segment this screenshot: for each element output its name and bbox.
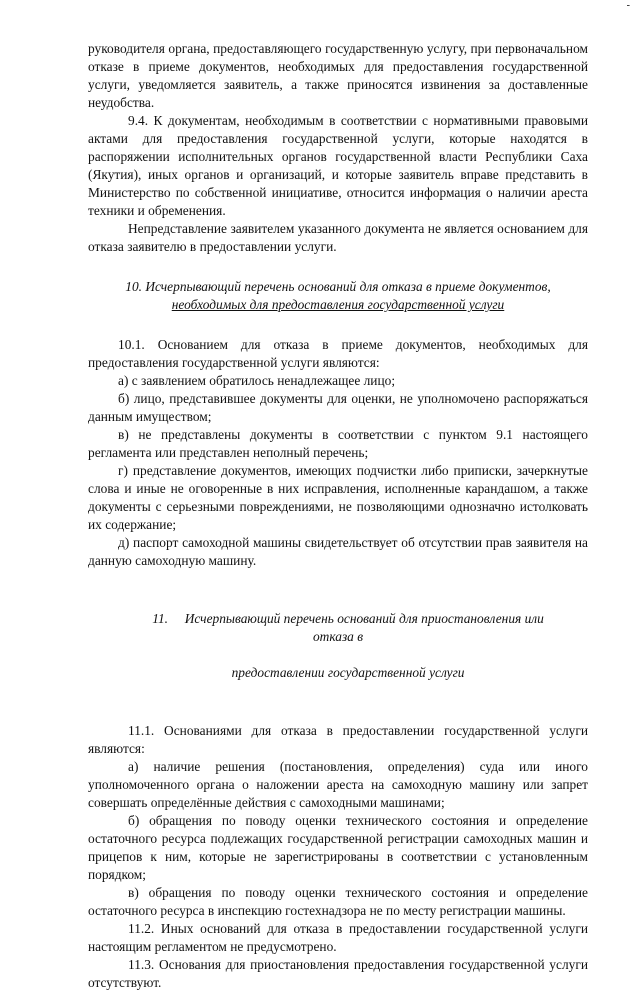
paragraph-11-3: 11.3. Основания для приостановления предоставления государственной услуги отсутствуют.	[88, 957, 588, 990]
section-11-heading-line2: предоставлении государственной услуги	[231, 665, 465, 680]
list-item-11-b: б) обращения по поводу оценки технического состояния и определение остаточного ресурса подлежащих государственной регистрации самоходных машин и прицепов к ним, которые не зарегистрированы в соответствии с установленным порядком;	[88, 813, 588, 882]
paragraph-11-1: 11.1. Основаниями для отказа в предоставлении государственной услуги являются:	[88, 723, 588, 756]
paragraph-10-1: 10.1. Основанием для отказа в приеме документов, необходимых для предоставления государственной услуги являются:	[88, 337, 588, 370]
paragraph-non-submission: Непредставление заявителем указанного документа не является основанием для отказа заявителю в предоставлении услуги.	[88, 221, 588, 254]
section-11-heading	[88, 592, 588, 700]
paragraph-11-2: 11.2. Иных оснований для отказа в предоставлении государственной услуги настоящим регламентом не предусмотрено.	[88, 921, 588, 954]
list-item-10-g: г) представление документов, имеющих подчистки либо приписки, зачеркнутые слова и иные не оговоренные в них исправления, исполненные карандашом, а также документы с серьезными повреждениями, не позволяющими однозначно истолковать их содержание;	[88, 463, 588, 532]
list-item-11-v: в) обращения по поводу оценки технического состояния и определение остаточного ресурса в инспекцию гостехнадзора не по месту регистрации машины.	[88, 885, 588, 918]
list-item-10-v: в) не представлены документы в соответствии с пунктом 9.1 настоящего регламента или представлен неполный перечень;	[88, 427, 588, 460]
section-10-heading-line2: необходимых для предоставления государственной услуги	[171, 297, 505, 312]
section-10-heading-line1: 10. Исчерпывающий перечень оснований для отказа в приеме документов,	[125, 279, 551, 294]
section-11-heading-line1: 11. Исчерпывающий перечень оснований для приостановления или отказа в	[152, 611, 548, 644]
list-item-10-d: д) паспорт самоходной машины свидетельствует об отсутствии прав заявителя на данную самоходную машину.	[88, 535, 588, 568]
list-item-11-a: а) наличие решения (постановления, определения) суда или иного уполномоченного органа о наложении ареста на самоходную машину или запрет совершать определённые действия с самоходными машинами;	[88, 759, 588, 810]
paragraph-9-4: 9.4. К документам, необходимым в соответствии с нормативными правовыми актами для предоставления государственной услуги, которые находятся в распоряжении исполнительных органов государственной власти Республики Саха (Якутия), иных органов и организаций, и которые заявитель вправе представить в Министерство по собственной инициативе, относится информация о наличии ареста техники и обременения.	[88, 113, 588, 218]
list-item-10-b: б) лицо, представившее документы для оценки, не уполномочено распоряжаться данным имуществом;	[88, 391, 588, 424]
corner-mark: -	[626, 0, 630, 11]
list-item-10-a: а) с заявлением обратилось ненадлежащее лицо;	[118, 373, 396, 388]
paragraph-continuation: руководителя органа, предоставляющего государственную услугу, при первоначальном отказе в приеме документов, необходимых для предоставления государственной услуги, уведомляется заявитель, а также приносятся извинения за доставленные неудобства.	[88, 41, 588, 110]
section-10-heading	[88, 278, 588, 314]
document-body	[88, 40, 588, 992]
